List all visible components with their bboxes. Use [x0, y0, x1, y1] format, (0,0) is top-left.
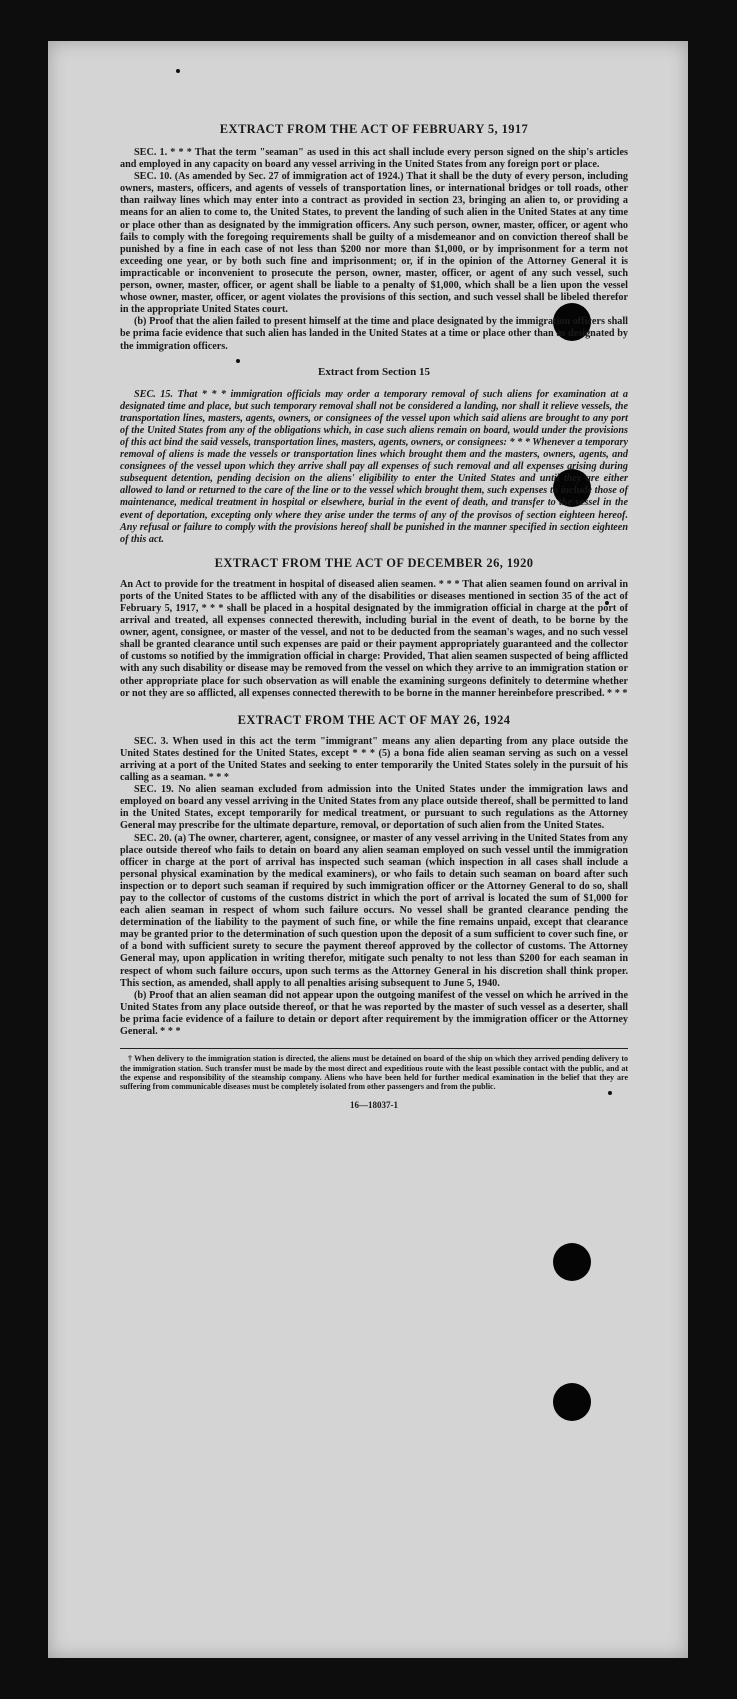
- paper-speck: [176, 69, 180, 73]
- heading-act-1920: EXTRACT FROM THE ACT OF DECEMBER 26, 1920: [214, 555, 534, 570]
- section-1-text: SEC. 1. * * * That the term "seaman" as used in this act shall include every person signed on the ship's articles and employed in any capacity on board any vessel arriving in the United States from any foreign port or place.: [120, 147, 628, 171]
- punch-hole: [553, 1243, 591, 1281]
- heading-section-15: Extract from Section 15: [318, 365, 430, 378]
- section-15-text: SEC. 15. That * * * immigration officials may order a temporary removal of such aliens for examination at a designated time and place, but such temporary removal shall not be considered a landing, nor shall it relieve vessels, the transportation lines, masters, agents, owners, or consignees of the vessel upon which said aliens are brought to any port of the United States from any of the obligations which, in case such aliens remain on board, would under the provisions of this act bind the said vessels, transportation lines, masters, agents, owners, or consignees: * * * Whenever a temporary removal of aliens is made the vessels or transportation lines which brought them and the masters, owners, agents, and consignees of the vessel upon which they arrive shall pay all expenses of such removal and all expenses arising during subsequent detention, pending decision on the aliens' eligibility to enter the United States and until they are either allowed to land or returned to the care of the line or to the vessel which brought them, such expenses to include those of maintenance, medical treatment in hospital or elsewhere, burial in the event of death, and transfer to the vessel in the event of deportation, excepting only where they arise under the terms of any of the provisos of section eighteen hereof. Any refusal or failure to comply with the provisions hereof shall be punished in the manner specified in section eighteen of this act.: [120, 388, 628, 545]
- section-10b-text: (b) Proof that the alien failed to present himself at the time and place designated by the immigration officers shall be prima facie evidence that such alien has landed in the United States at a time or place other than as designated by the immigration officers.: [120, 316, 628, 352]
- form-code: 16—18037-1: [350, 1099, 398, 1110]
- section-20b-text: (b) Proof that an alien seaman did not appear upon the outgoing manifest of the vessel on which he arrived in the United States from any place outside thereof, or that he was reported by the master of such vessel as a deserter, shall be prima facie evidence of a failure to detain or deport after requirement by the immigration officer or the Attorney General. * * *: [120, 989, 628, 1037]
- heading-act-1917: EXTRACT FROM THE ACT OF FEBRUARY 5, 1917: [219, 122, 529, 136]
- act-1920-text: An Act to provide for the treatment in hospital of diseased alien seamen. * * * That alien seamen found on arrival in ports of the United States to be afflicted with any of the disabilities or diseases mentioned in section 35 of the act of February 5, 1917, * * * shall be placed in a hospital designated by the immigration official in charge at the port of arrival and treated, all expenses connected therewith, including burial in the event of death, to be borne by the owner, agent, consignee, or master of the vessel, and not to be deducted from the seaman's wages, and no such vessel shall be granted clearance until such expenses are paid or their payment appropriately guaranteed and the collector of customs so notified by the immigration official in charge: Provided, That alien seamen suspected of being afflicted with any such disability or disease may be removed from the vessel on which they arrive to an immigration station or other appropriate place for such observation as will enable the examining surgeons definitely to determine whether or not they are so afflicted, all expenses connected therewith to be borne in the manner hereinbefore prescribed. * * *: [120, 578, 628, 699]
- section-3-text: SEC. 3. When used in this act the term "immigrant" means any alien departing from any place outside the United States destined for the United States, except * * * (5) a bona fide alien seaman serving as such on a vessel arriving at a port of the United States and seeking to enter temporarily the United States solely in the pursuit of his calling as a seaman. * * *: [120, 735, 628, 784]
- heading-act-1924: EXTRACT FROM THE ACT OF MAY 26, 1924: [237, 712, 511, 727]
- section-10-text: SEC. 10. (As amended by Sec. 27 of immigration act of 1924.) That it shall be the duty of every person, including owners, masters, officers, and agents of vessels of transportation lines, or international bridges or toll roads, other than railway lines which may enter into a contract as provided in section 23, bringing an alien to, or providing a means for an alien to come to, the United States, to prevent the landing of such alien in the United States at any time or place other than as designated by the immigration officers. Any such person, owner, master, officer, or agent who fails to comply with the foregoing requirements shall be guilty of a misdemeanor and on conviction thereof shall be punished by a fine in each case of not less than $200 nor more than $1,000, or by imprisonment for a term not exceeding one year, or by both such fine and imprisonment; or, if in the opinion of the Attorney General it is impracticable or inconvenient to prosecute the person, owner, master, officer, or agent of any such vessel, such person, owner, master, officer, or agent shall be liable to a penalty of $1,000, which shall be a lien upon the vessel whose owner, master, officer, or agent violates the provisions of this section, and such vessel shall be libeled therefor in the appropriate United States court.: [120, 171, 628, 316]
- footnote-text: † When delivery to the immigration station is directed, the aliens must be detained on board of the ship on which they arrived pending delivery to the immigration station. Such transfer must be made by the most direct and expeditious route with the least possible contact with the public, and at the expense and responsibility of the steamship company. Aliens who have been held for further medical examination in the belief that they are suffering from communicable diseases must be completely isolated from other passengers and from the public.: [120, 1054, 628, 1092]
- document-text-column: [120, 121, 628, 1110]
- punch-hole: [553, 1383, 591, 1421]
- section-19-text: SEC. 19. No alien seaman excluded from admission into the United States under the immigration laws and employed on board any vessel arriving in the United States from any place outside thereof, shall be permitted to land in the United States, except temporarily for medical treatment, or pursuant to such regulations as the Attorney General may prescribe for the ultimate departure, removal, or deportation of such alien from the United States.: [120, 784, 628, 832]
- document-page: [48, 41, 688, 1658]
- section-20a-text: SEC. 20. (a) The owner, charterer, agent, consignee, or master of any vessel arriving in the United States from any place outside thereof who fails to detain on board any alien seaman employed on such vessel until the immigration officer in charge at the port of arrival has inspected such seaman (which inspection in all cases shall include a personal physical examination by the medical examiners), or who fails to detain such seaman on board after such inspection or to deport such seaman if required by such immigration officer or the Attorney General to do so, shall pay to the collector of customs of the customs district in which the port of arrival is located the sum of $1,000 for each alien seaman in respect of whom such failure occurs. No vessel shall be granted clearance pending the determination of the liability to the payment of such fine, or while the fine remains unpaid, except that clearance may be granted prior to the determination of such question upon the deposit of a sum sufficient to cover such fine, or of a bond with sufficient surety to secure the payment thereof approved by the collector of customs. The Attorney General may, upon application in writing therefor, mitigate such penalty to not less than $200 for each seaman in respect of whom such failure occurs, upon such terms as the Attorney General in his discretion shall think proper. This section, as amended, shall apply to all penalties arising subsequent to June 5, 1940.: [120, 832, 628, 989]
